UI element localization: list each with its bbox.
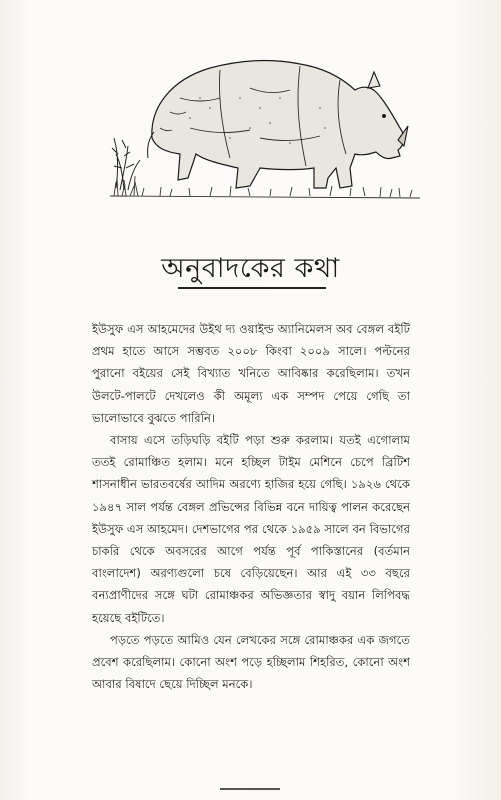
rhino-body [152, 61, 404, 188]
grass-sketch [110, 176, 420, 198]
body-text [92, 318, 410, 695]
paragraph: বাসায় এসে তড়িঘড়ি বইটি পড়া শুরু করলাম। যতই এগোলাম ততই রোমাঞ্চিত হলাম। মনে হচ্ছিল টাইম মেশিনে চেপে ব্রিটিশ শাসনাধীন ভারতবর্ষের আদিম অরণ্যে হাজির হয়ে গেছি। ১৯২৬ থেকে ১৯৪৭ সাল পর্যন্ত বেঙ্গল প্রভিন্সের বিভিন্ন বনে দায়িত্ব পালন করেছেন ইউসুফ এস আহমেদ। দেশভাগের পর থেকে ১৯৫৯ সালে বন বিভাগের চাকরি থেকে অবসরের আগে পর্যন্ত পূর্ব পাকিস্তানের (বর্তমান বাংলাদেশ) অরণ্যগুলো চষে বেড়িয়েছেন। আর এই ৩৩ বছরে বন্যপ্রাণীদের সঙ্গে ঘটা রোমাঞ্চকর অভিজ্ঞতার স্বাদু বয়ান লিপিবদ্ধ হয়েছে বইটিতে। [92, 433, 410, 625]
page-title: অনুবাদকের কথা [161, 253, 340, 284]
page-footer-mark [220, 788, 280, 794]
title-underline [178, 287, 326, 289]
paragraph: ইউসুফ এস আহমেদের উইথ দ্য ওয়াইল্ড অ্যানিমেলস অব বেঙ্গল বইটি প্রথম হাতে আসে সম্ভবত ২০০৮ কিংবা ২০০৯ সালে। পল্টনের পুরানো বইয়ের সেই বিখ্যাত খনিতে আবিষ্কার করেছিলাম। তখন উলটে-পালটে দেখলেও কী অমূল্য এক সম্পদ পেয়ে গেছি তা ভালোভাবে বুঝতে পারিনি। [92, 322, 410, 425]
bush-sketch [112, 138, 140, 190]
paragraph: পড়তে পড়তে আমিও যেন লেখকের সঙ্গে রোমাঞ্চকর এক জগতে প্রবেশ করেছিলাম। কোনো অংশ পড়ে হচ্ছিলাম শিহরিত, কোনো অংশ আবার বিষাদে ছেয়ে দিচ্ছিল মনকে। [92, 632, 410, 692]
rhinoceros-illustration [100, 28, 430, 208]
